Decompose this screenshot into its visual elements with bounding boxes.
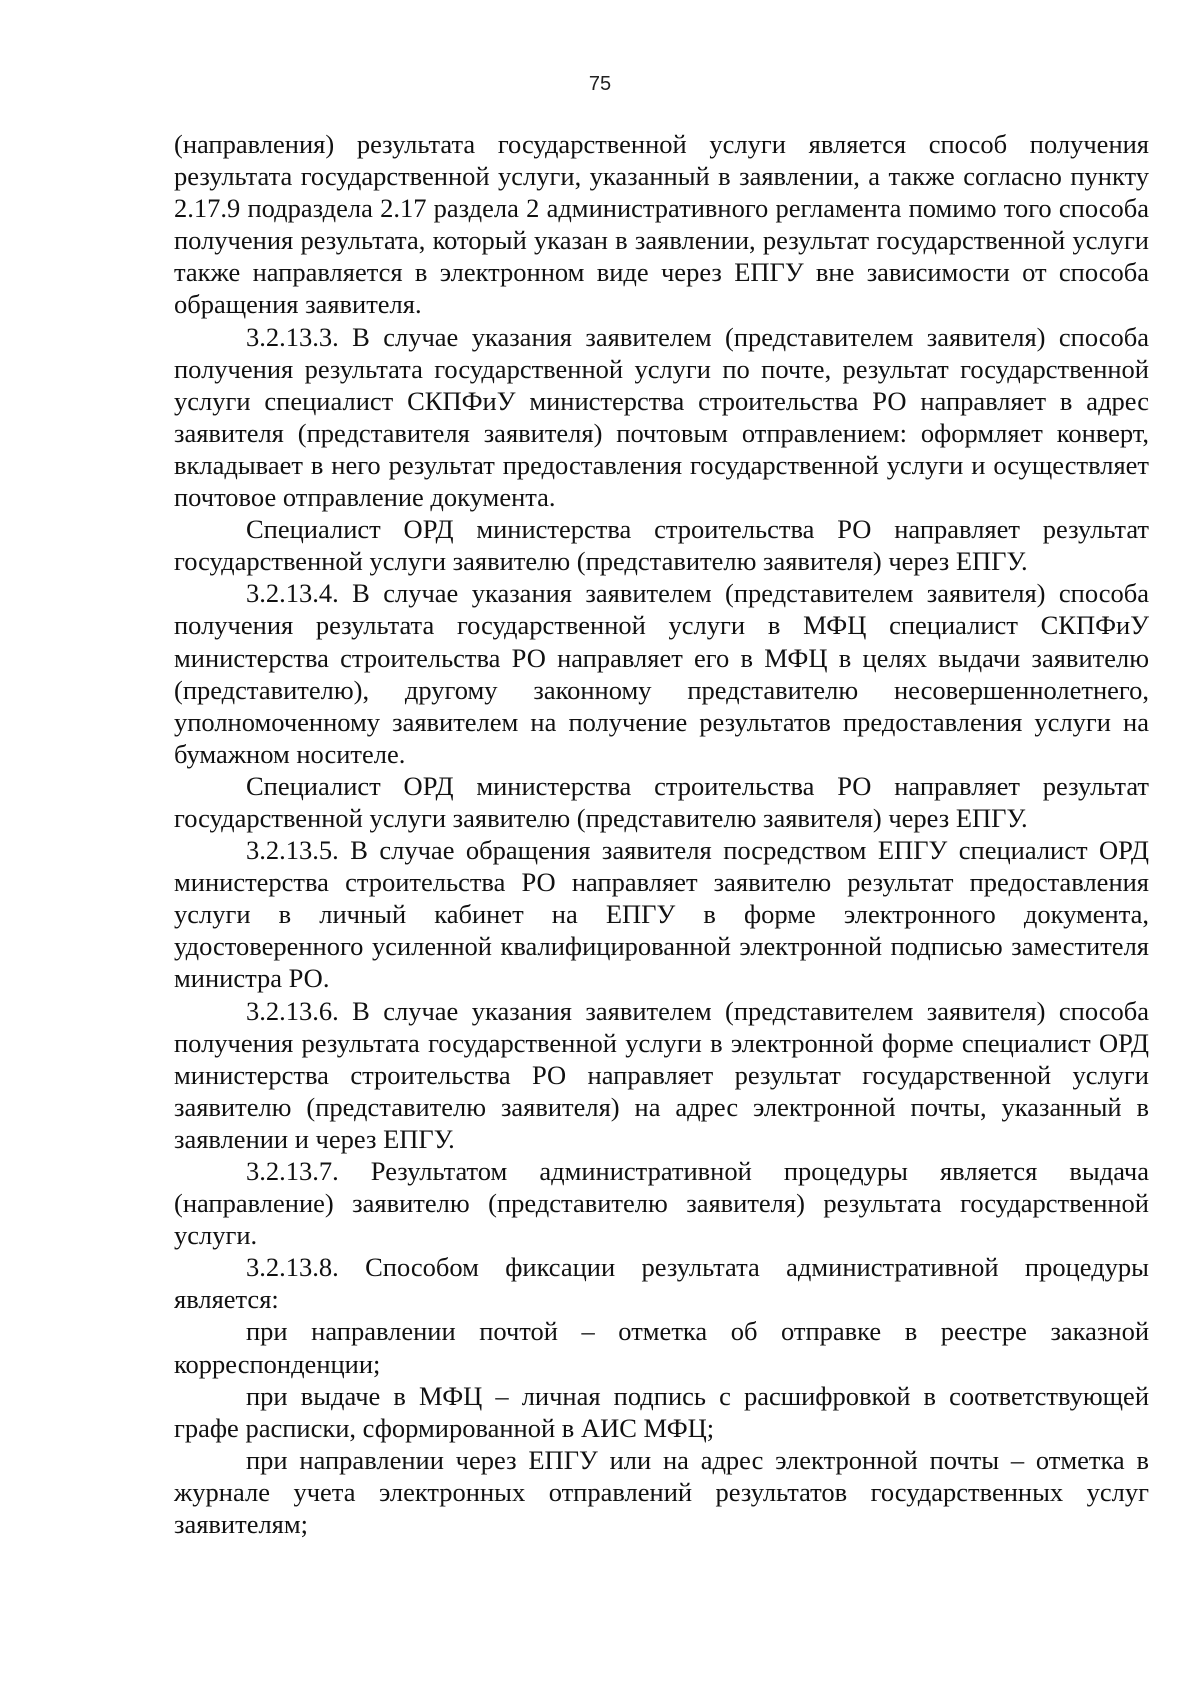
paragraph-3-2-13-8: 3.2.13.8. Способом фиксации результата административной процедуры является:: [174, 1252, 1149, 1315]
paragraph-ord-specialist-1: Специалист ОРД министерства строительства РО направляет результат государственной услуги заявителю (представителю заявителя) через ЕПГУ.: [174, 514, 1149, 577]
paragraph-3-2-13-3: 3.2.13.3. В случае указания заявителем (представителем заявителя) способа получения результата государственной услуги по почте, результат государственной услуги специалист СКПФиУ министерства строительства РО направляет в адрес заявителя (представителя заявителя) почтовым отправлением: оформляет конверт, вкладывает в него результат предоставления государственной услуги и осуществляет почтовое отправление документа.: [174, 321, 1149, 513]
paragraph-3-2-13-6: 3.2.13.6. В случае указания заявителем (представителем заявителя) способа получения результата государственной услуги в электронной форме специалист ОРД министерства строительства РО направляет результат государственной услуги заявителю (представителю заявителя) на адрес электронной почты, указанный в заявлении и через ЕПГУ.: [174, 995, 1149, 1154]
document-body: [174, 128, 1149, 1540]
page-number: 75: [588, 73, 612, 95]
paragraph-continuation: (направления) результата государственной услуги является способ получения результата государственной услуги, указанный в заявлении, а также согласно пункту 2.17.9 подраздела 2.17 раздела 2 административного регламента помимо того способа получения результата, который указан в заявлении, результат государственной услуги также направляется в электронном виде через ЕПГУ вне зависимости от способа обращения заявителя.: [174, 129, 1149, 320]
paragraph-3-2-13-5: 3.2.13.5. В случае обращения заявителя посредством ЕПГУ специалист ОРД министерства строительства РО направляет заявителю результат предоставления услуги в личный кабинет на ЕПГУ в форме электронного документа, удостоверенного усиленной квалифицированной электронной подписью заместителя министра РО.: [174, 835, 1149, 994]
list-item-mail: при направлении почтой – отметка об отправке в реестре заказной корреспонденции;: [174, 1316, 1149, 1379]
paragraph-3-2-13-4: 3.2.13.4. В случае указания заявителем (представителем заявителя) способа получения результата государственной услуги в МФЦ специалист СКПФиУ министерства строительства РО направляет его в МФЦ в целях выдачи заявителю (представителю), другому законному представителю несовершеннолетнего, уполномоченному заявителем на получение результатов предоставления услуги на бумажном носителе.: [174, 578, 1149, 769]
paragraph-3-2-13-7: 3.2.13.7. Результатом административной процедуры является выдача (направление) заявителю (представителю заявителя) результата государственной услуги.: [174, 1156, 1149, 1251]
list-item-epgu-email: при направлении через ЕПГУ или на адрес электронной почты – отметка в журнале учета электронных отправлений результатов государственных услуг заявителям;: [174, 1444, 1149, 1540]
paragraph-ord-specialist-2: Специалист ОРД министерства строительства РО направляет результат государственной услуги заявителю (представителю заявителя) через ЕПГУ.: [174, 770, 1149, 833]
list-item-mfc: при выдаче в МФЦ – личная подпись с расшифровкой в соответствующей графе расписки, сформированной в АИС МФЦ;: [174, 1380, 1149, 1443]
